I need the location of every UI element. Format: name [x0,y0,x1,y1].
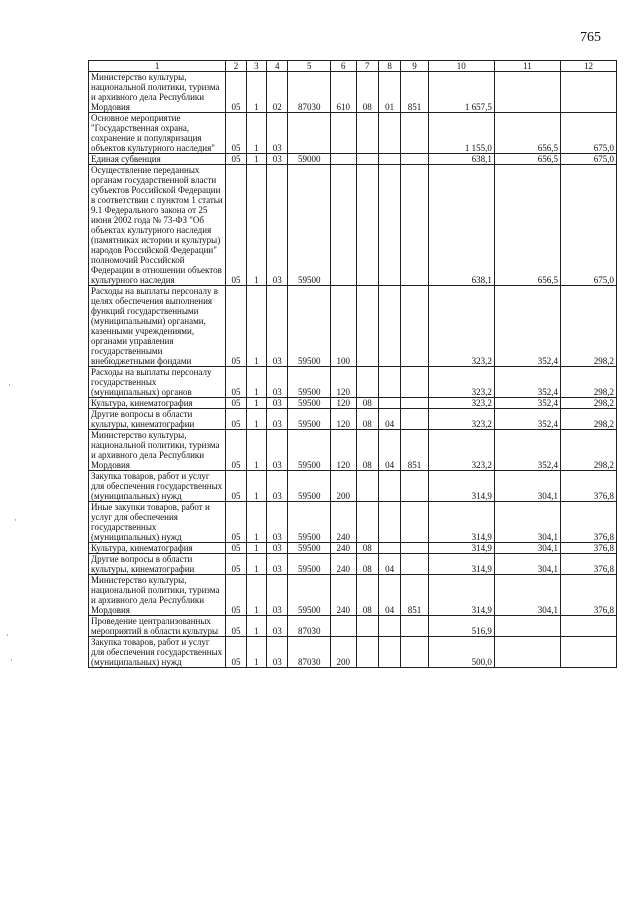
cell-c6: 120 [331,398,356,409]
cell-c9 [401,543,428,554]
cell-c5: 59500 [288,430,331,471]
cell-c3: 1 [246,543,266,554]
cell-c3: 1 [246,471,266,502]
cell-c3: 1 [246,616,266,637]
row-name-cell: Расходы на выплаты персоналу в целях обеспечения выполнения функций государственными (муниципальными) органами, казенными учреждениями, органами управления государственными внебюджетными фондами [89,286,226,367]
cell-c5: 59500 [288,575,331,616]
cell-c8: 01 [378,72,400,113]
cell-c6 [331,616,356,637]
cell-c10: 323,2 [428,409,494,430]
cell-c8: 04 [378,409,400,430]
cell-c10: 516,9 [428,616,494,637]
row-name-cell: Основное мероприятие "Государственная охрана, сохранение и популяризация объектов культурного наследия" [89,113,226,154]
cell-c12: 376,8 [560,543,616,554]
cell-c9: 851 [401,72,428,113]
cell-c2: 05 [226,72,246,113]
cell-c7 [356,286,378,367]
cell-c3: 1 [246,113,266,154]
cell-c10: 638,1 [428,154,494,165]
cell-c6: 240 [331,554,356,575]
cell-c7: 08 [356,72,378,113]
cell-c2: 05 [226,543,246,554]
row-name-cell: Министерство культуры, национальной политики, туризма и архивного дела Республики Мордовия [89,430,226,471]
cell-c8: 04 [378,554,400,575]
row-name-cell: Осуществление переданных органам государственной власти субъектов Российской Федерации в соответствии с пунктом 1 статьи 9.1 Федерального закона от 25 июня 2002 года № 73-ФЗ "Об объектах культурного наследия (памятниках истории и культуры) народов Российской Федерации" полномочий Российской Федерации в отношении объектов культурного наследия [89,165,226,286]
cell-c8 [378,165,400,286]
cell-c4: 03 [267,502,288,543]
cell-c7: 08 [356,409,378,430]
cell-c2: 05 [226,286,246,367]
cell-c12: 298,2 [560,398,616,409]
cell-c3: 1 [246,430,266,471]
col-header: 7 [356,61,378,72]
cell-c8 [378,286,400,367]
scan-speck: · [14,515,17,525]
row-name-cell: Министерство культуры, национальной политики, туризма и архивного дела Республики Мордовия [89,72,226,113]
cell-c11: 352,4 [494,286,560,367]
cell-c8: 04 [378,430,400,471]
cell-c5: 59500 [288,409,331,430]
cell-c9: 851 [401,430,428,471]
table-row [89,554,617,575]
col-header: 8 [378,61,400,72]
cell-c11: 656,5 [494,154,560,165]
table-row [89,286,617,367]
scan-speck: · [8,380,11,390]
cell-c11: 304,1 [494,471,560,502]
cell-c9 [401,398,428,409]
cell-c7: 08 [356,398,378,409]
cell-c3: 1 [246,165,266,286]
table-row [89,367,617,398]
cell-c11: 304,1 [494,554,560,575]
cell-c7: 08 [356,575,378,616]
cell-c6: 100 [331,286,356,367]
cell-c10: 314,9 [428,502,494,543]
cell-c12: 376,8 [560,502,616,543]
table-row [89,113,617,154]
cell-c10: 500,0 [428,637,494,668]
cell-c3: 1 [246,154,266,165]
cell-c7 [356,502,378,543]
cell-c9 [401,409,428,430]
cell-c7 [356,471,378,502]
cell-c11: 304,1 [494,502,560,543]
cell-c10: 314,9 [428,543,494,554]
cell-c4: 03 [267,616,288,637]
cell-c9 [401,286,428,367]
cell-c8: 04 [378,575,400,616]
cell-c7 [356,165,378,286]
cell-c3: 1 [246,409,266,430]
cell-c7 [356,154,378,165]
cell-c7 [356,367,378,398]
cell-c5: 87030 [288,616,331,637]
cell-c2: 05 [226,616,246,637]
cell-c11 [494,616,560,637]
col-header: 1 [89,61,226,72]
cell-c2: 05 [226,502,246,543]
cell-c5 [288,113,331,154]
cell-c5: 59500 [288,543,331,554]
col-header: 11 [494,61,560,72]
cell-c4: 03 [267,471,288,502]
cell-c7 [356,113,378,154]
cell-c5: 59500 [288,286,331,367]
cell-c11: 656,5 [494,113,560,154]
row-name-cell: Культура, кинематография [89,398,226,409]
cell-c2: 05 [226,165,246,286]
scan-speck: · [6,630,9,640]
scan-speck: · [10,655,13,665]
cell-c5: 59500 [288,398,331,409]
cell-c2: 05 [226,637,246,668]
cell-c6: 200 [331,637,356,668]
cell-c10: 314,9 [428,554,494,575]
cell-c4: 03 [267,430,288,471]
table-row [89,430,617,471]
col-header: 9 [401,61,428,72]
row-name-cell: Культура, кинематография [89,543,226,554]
cell-c6: 240 [331,502,356,543]
cell-c6: 120 [331,409,356,430]
cell-c12: 376,8 [560,471,616,502]
cell-c6: 120 [331,430,356,471]
cell-c10: 323,2 [428,286,494,367]
cell-c12: 376,8 [560,554,616,575]
cell-c11: 352,4 [494,430,560,471]
cell-c3: 1 [246,554,266,575]
cell-c11: 352,4 [494,409,560,430]
cell-c2: 05 [226,554,246,575]
cell-c9 [401,165,428,286]
row-name-cell: Единая субвенция [89,154,226,165]
page-number: 765 [580,30,601,45]
cell-c4: 03 [267,637,288,668]
table-row [89,165,617,286]
cell-c7: 08 [356,543,378,554]
cell-c12: 298,2 [560,286,616,367]
cell-c7 [356,616,378,637]
cell-c10: 314,9 [428,471,494,502]
cell-c6: 120 [331,367,356,398]
cell-c4: 03 [267,113,288,154]
col-header: 2 [226,61,246,72]
cell-c4: 03 [267,367,288,398]
cell-c10: 323,2 [428,430,494,471]
cell-c9 [401,154,428,165]
cell-c2: 05 [226,430,246,471]
cell-c2: 05 [226,398,246,409]
cell-c8 [378,637,400,668]
cell-c12: 675,0 [560,113,616,154]
col-header: 4 [267,61,288,72]
col-header: 5 [288,61,331,72]
cell-c4: 03 [267,286,288,367]
cell-c6 [331,154,356,165]
cell-c12 [560,72,616,113]
cell-c9 [401,471,428,502]
cell-c4: 03 [267,575,288,616]
row-name-cell: Закупка товаров, работ и услуг для обеспечения государственных (муниципальных) нужд [89,637,226,668]
cell-c3: 1 [246,502,266,543]
cell-c11: 304,1 [494,575,560,616]
cell-c9 [401,616,428,637]
cell-c8 [378,367,400,398]
table-row [89,154,617,165]
cell-c7: 08 [356,430,378,471]
cell-c11: 656,5 [494,165,560,286]
cell-c9 [401,367,428,398]
cell-c10: 638,1 [428,165,494,286]
cell-c9 [401,554,428,575]
cell-c6: 240 [331,575,356,616]
cell-c12: 675,0 [560,154,616,165]
cell-c4: 03 [267,543,288,554]
cell-c10: 314,9 [428,575,494,616]
cell-c2: 05 [226,367,246,398]
cell-c2: 05 [226,409,246,430]
table-row [89,409,617,430]
table-row [89,575,617,616]
cell-c8 [378,616,400,637]
cell-c3: 1 [246,367,266,398]
row-name-cell: Расходы на выплаты персоналу государственных (муниципальных) органов [89,367,226,398]
row-name-cell: Иные закупки товаров, работ и услуг для обеспечения государственных (муниципальных) нужд [89,502,226,543]
cell-c8 [378,502,400,543]
cell-c2: 05 [226,154,246,165]
col-header: 3 [246,61,266,72]
cell-c12: 376,8 [560,575,616,616]
cell-c11 [494,637,560,668]
row-name-cell: Проведение централизованных мероприятий в области культуры [89,616,226,637]
cell-c11: 304,1 [494,543,560,554]
cell-c12 [560,616,616,637]
cell-c9: 851 [401,575,428,616]
table-row [89,398,617,409]
table-row [89,471,617,502]
table-row [89,543,617,554]
cell-c5: 59500 [288,367,331,398]
cell-c10: 323,2 [428,367,494,398]
cell-c6 [331,113,356,154]
cell-c9 [401,113,428,154]
table-header-row [89,61,617,72]
cell-c4: 03 [267,398,288,409]
row-name-cell: Другие вопросы в области культуры, кинематографии [89,554,226,575]
row-name-cell: Другие вопросы в области культуры, кинематографии [89,409,226,430]
cell-c3: 1 [246,72,266,113]
cell-c8 [378,113,400,154]
col-header: 10 [428,61,494,72]
cell-c3: 1 [246,637,266,668]
row-name-cell: Закупка товаров, работ и услуг для обеспечения государственных (муниципальных) нужд [89,471,226,502]
cell-c5: 59500 [288,554,331,575]
cell-c12: 298,2 [560,430,616,471]
cell-c10: 1 155,0 [428,113,494,154]
cell-c5: 59500 [288,502,331,543]
cell-c12: 675,0 [560,165,616,286]
table-row [89,502,617,543]
cell-c10: 323,2 [428,398,494,409]
cell-c2: 05 [226,575,246,616]
cell-c4: 03 [267,409,288,430]
table-row [89,637,617,668]
cell-c2: 05 [226,113,246,154]
cell-c10: 1 657,5 [428,72,494,113]
cell-c11: 352,4 [494,398,560,409]
cell-c8 [378,398,400,409]
cell-c9 [401,502,428,543]
col-header: 12 [560,61,616,72]
cell-c8 [378,154,400,165]
cell-c4: 03 [267,154,288,165]
cell-c5: 59500 [288,165,331,286]
cell-c6: 610 [331,72,356,113]
cell-c8 [378,471,400,502]
cell-c5: 59000 [288,154,331,165]
cell-c4: 03 [267,165,288,286]
cell-c12: 298,2 [560,367,616,398]
cell-c5: 87030 [288,637,331,668]
row-name-cell: Министерство культуры, национальной политики, туризма и архивного дела Республики Мордовия [89,575,226,616]
cell-c6: 240 [331,543,356,554]
cell-c12 [560,637,616,668]
cell-c2: 05 [226,471,246,502]
cell-c11: 352,4 [494,367,560,398]
cell-c3: 1 [246,575,266,616]
cell-c4: 02 [267,72,288,113]
cell-c3: 1 [246,398,266,409]
cell-c7: 08 [356,554,378,575]
col-header: 6 [331,61,356,72]
cell-c12: 298,2 [560,409,616,430]
cell-c11 [494,72,560,113]
cell-c4: 03 [267,554,288,575]
cell-c9 [401,637,428,668]
table-row [89,72,617,113]
cell-c7 [356,637,378,668]
cell-c5: 87030 [288,72,331,113]
cell-c8 [378,543,400,554]
cell-c6: 200 [331,471,356,502]
budget-table [88,60,617,668]
cell-c5: 59500 [288,471,331,502]
table-row [89,616,617,637]
cell-c6 [331,165,356,286]
cell-c3: 1 [246,286,266,367]
